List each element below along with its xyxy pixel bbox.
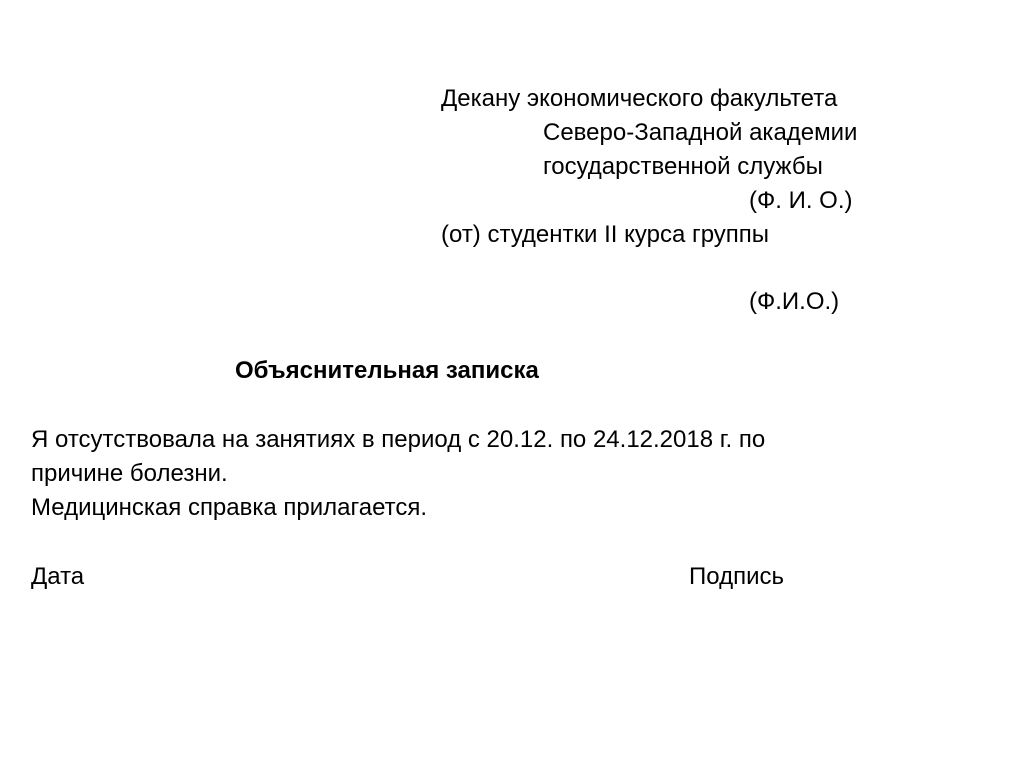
body-line-1: Я отсутствовала на занятиях в период с 20.12. по 24.12.2018 г. по	[31, 426, 766, 453]
addressee-fio: (Ф. И. О.)	[749, 187, 853, 214]
addressee-line-3: государственной службы	[543, 153, 823, 180]
signature-label: Подпись	[689, 563, 784, 590]
document-title: Объяснительная записка	[235, 357, 539, 384]
addressee-line-2: Северо-Западной академии	[543, 119, 858, 146]
addressee-line-1: Декану экономического факультета	[441, 85, 838, 112]
date-label: Дата	[31, 563, 85, 590]
body-line-3: Медицинская справка прилагается.	[31, 494, 428, 521]
sender-fio: (Ф.И.О.)	[749, 288, 840, 315]
body-line-2: причине болезни.	[31, 460, 228, 487]
sender-line: (от) студентки II курса группы	[441, 221, 770, 248]
